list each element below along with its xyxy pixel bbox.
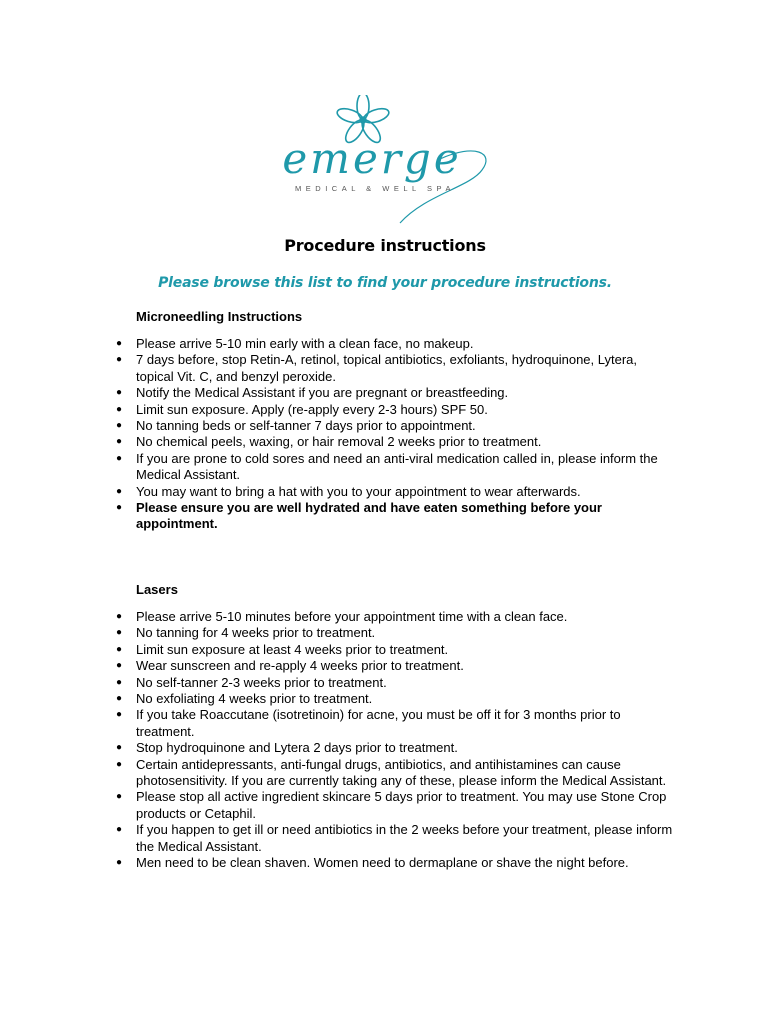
list-item: ● You may want to bring a hat with you to your appointment to wear afterwards. [116,484,676,500]
list-item: ● If you take Roaccutane (isotretinoin) for acne, you must be off it for 3 months prior to treatment. [116,707,676,740]
list-item: ● 7 days before, stop Retin-A, retinol, topical antibiotics, exfoliants, hydroquinone, Lytera, topical Vit. C, and benzyl peroxide. [116,352,676,385]
list-item: ● Stop hydroquinone and Lytera 2 days prior to treatment. [116,740,676,756]
list-item: ● Men need to be clean shaven. Women need to dermaplane or shave the night before. [116,855,676,871]
list-item: ● Please stop all active ingredient skincare 5 days prior to treatment. You may use Stone Crop products or Cetaphil. [116,789,676,822]
list-item: ● No self-tanner 2-3 weeks prior to treatment. [116,675,676,691]
page-subtitle: Please browse this list to find your procedure instructions. [158,275,612,291]
page-title: Procedure instructions [284,236,486,255]
list-item: ● Please arrive 5-10 min early with a clean face, no makeup. [116,336,676,352]
list-item: ● No tanning for 4 weeks prior to treatment. [116,625,676,641]
list-item: ● Limit sun exposure at least 4 weeks prior to treatment. [116,642,676,658]
lasers-heading: Lasers [136,582,178,597]
microneedling-list [116,336,676,533]
logo-wordmark: emerge [282,134,462,183]
list-item: ● If you happen to get ill or need antibiotics in the 2 weeks before your treatment, please inform the Medical Assistant. [116,822,676,855]
list-item: ● No exfoliating 4 weeks prior to treatment. [116,691,676,707]
list-item: ● Please arrive 5-10 minutes before your appointment time with a clean face. [116,609,676,625]
microneedling-heading: Microneedling Instructions [136,309,303,324]
logo-tagline: MEDICAL & WELL SPA [295,184,455,193]
list-item: ● If you are prone to cold sores and need an anti-viral medication called in, please inform the Medical Assistant. [116,451,676,484]
list-item: ● Certain antidepressants, anti-fungal drugs, antibiotics, and antihistamines can cause photosensitivity. If you are currently taking any of these, please inform the Medical Assistant. [116,757,676,790]
lasers-list [116,609,676,872]
list-item: ● Notify the Medical Assistant if you are pregnant or breastfeeding. [116,385,676,401]
list-item: ● Limit sun exposure. Apply (re-apply every 2-3 hours) SPF 50. [116,402,676,418]
list-item: ● Wear sunscreen and re-apply 4 weeks prior to treatment. [116,658,676,674]
emerge-logo [250,95,500,225]
list-item: ● No tanning beds or self-tanner 7 days prior to appointment. [116,418,676,434]
list-item: ● Please ensure you are well hydrated and have eaten something before your appointment. [116,500,676,533]
list-item: ● No chemical peels, waxing, or hair removal 2 weeks prior to treatment. [116,434,676,450]
